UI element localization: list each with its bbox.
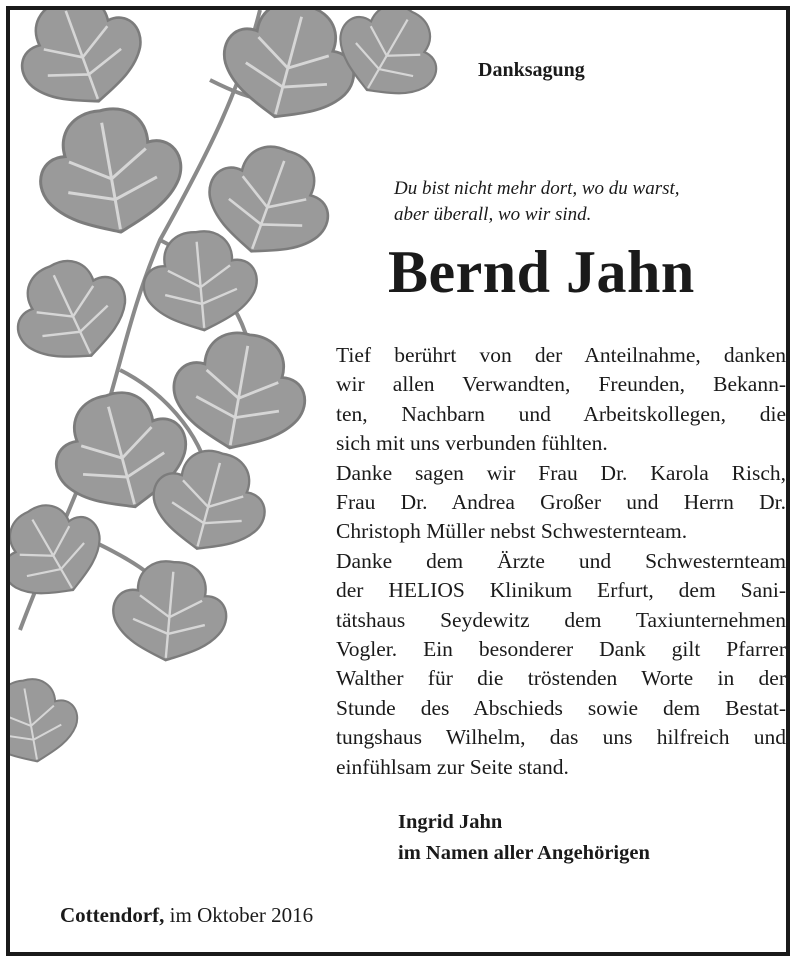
date-text: im Oktober 2016 xyxy=(164,903,314,927)
text-line: Danke dem Ärzte und Schwesternteam xyxy=(336,548,786,573)
text-line: Walther für die tröstenden Worte in der xyxy=(336,666,786,691)
text-line: Tief berührt von der Anteilnahme, danken xyxy=(336,343,786,367)
text-line: der HELIOS Klinikum Erfurt, dem Sani- xyxy=(336,578,786,603)
signature-name: Ingrid Jahn xyxy=(398,811,503,833)
quote-line: Du bist nicht mehr dort, wo du warst, xyxy=(394,178,680,199)
text-line: einfühlsam zur Seite stand. xyxy=(336,754,569,779)
memorial-quote xyxy=(394,176,680,228)
text-line: Stunde des Abschieds sowie dem Bestat- xyxy=(336,695,786,720)
text-line: tungshaus Wilhelm, das uns hilfreich und xyxy=(336,725,786,750)
text-line: tätshaus Seydewitz dem Taxiunternehmen xyxy=(336,607,786,632)
thanks-text xyxy=(336,341,786,782)
quote-line: aber überall, wo wir sind. xyxy=(394,204,592,225)
text-line: Frau Dr. Andrea Großer und Herrn Dr. xyxy=(336,490,786,515)
signature-block xyxy=(398,807,650,869)
place-name: Cottendorf, xyxy=(60,903,165,927)
text-line: wir allen Verwandten, Freunden, Bekann- xyxy=(336,372,786,397)
signature-subline: im Namen aller Angehörigen xyxy=(398,842,650,864)
notice-heading: Danksagung xyxy=(478,59,585,81)
place-date xyxy=(60,903,313,928)
text-line: Danke sagen wir Frau Dr. Karola Risch, xyxy=(336,460,786,485)
text-line: Vogler. Ein besonderer Dank gilt Pfarrer xyxy=(336,637,786,662)
text-line: ten, Nachbarn und Arbeitskollegen, die xyxy=(336,401,786,426)
text-line: sich mit uns verbunden fühlten. xyxy=(336,431,608,456)
text-line: Christoph Müller nebst Schwesternteam. xyxy=(336,519,688,544)
notice-frame xyxy=(6,6,790,956)
deceased-name: Bernd Jahn xyxy=(388,239,695,305)
